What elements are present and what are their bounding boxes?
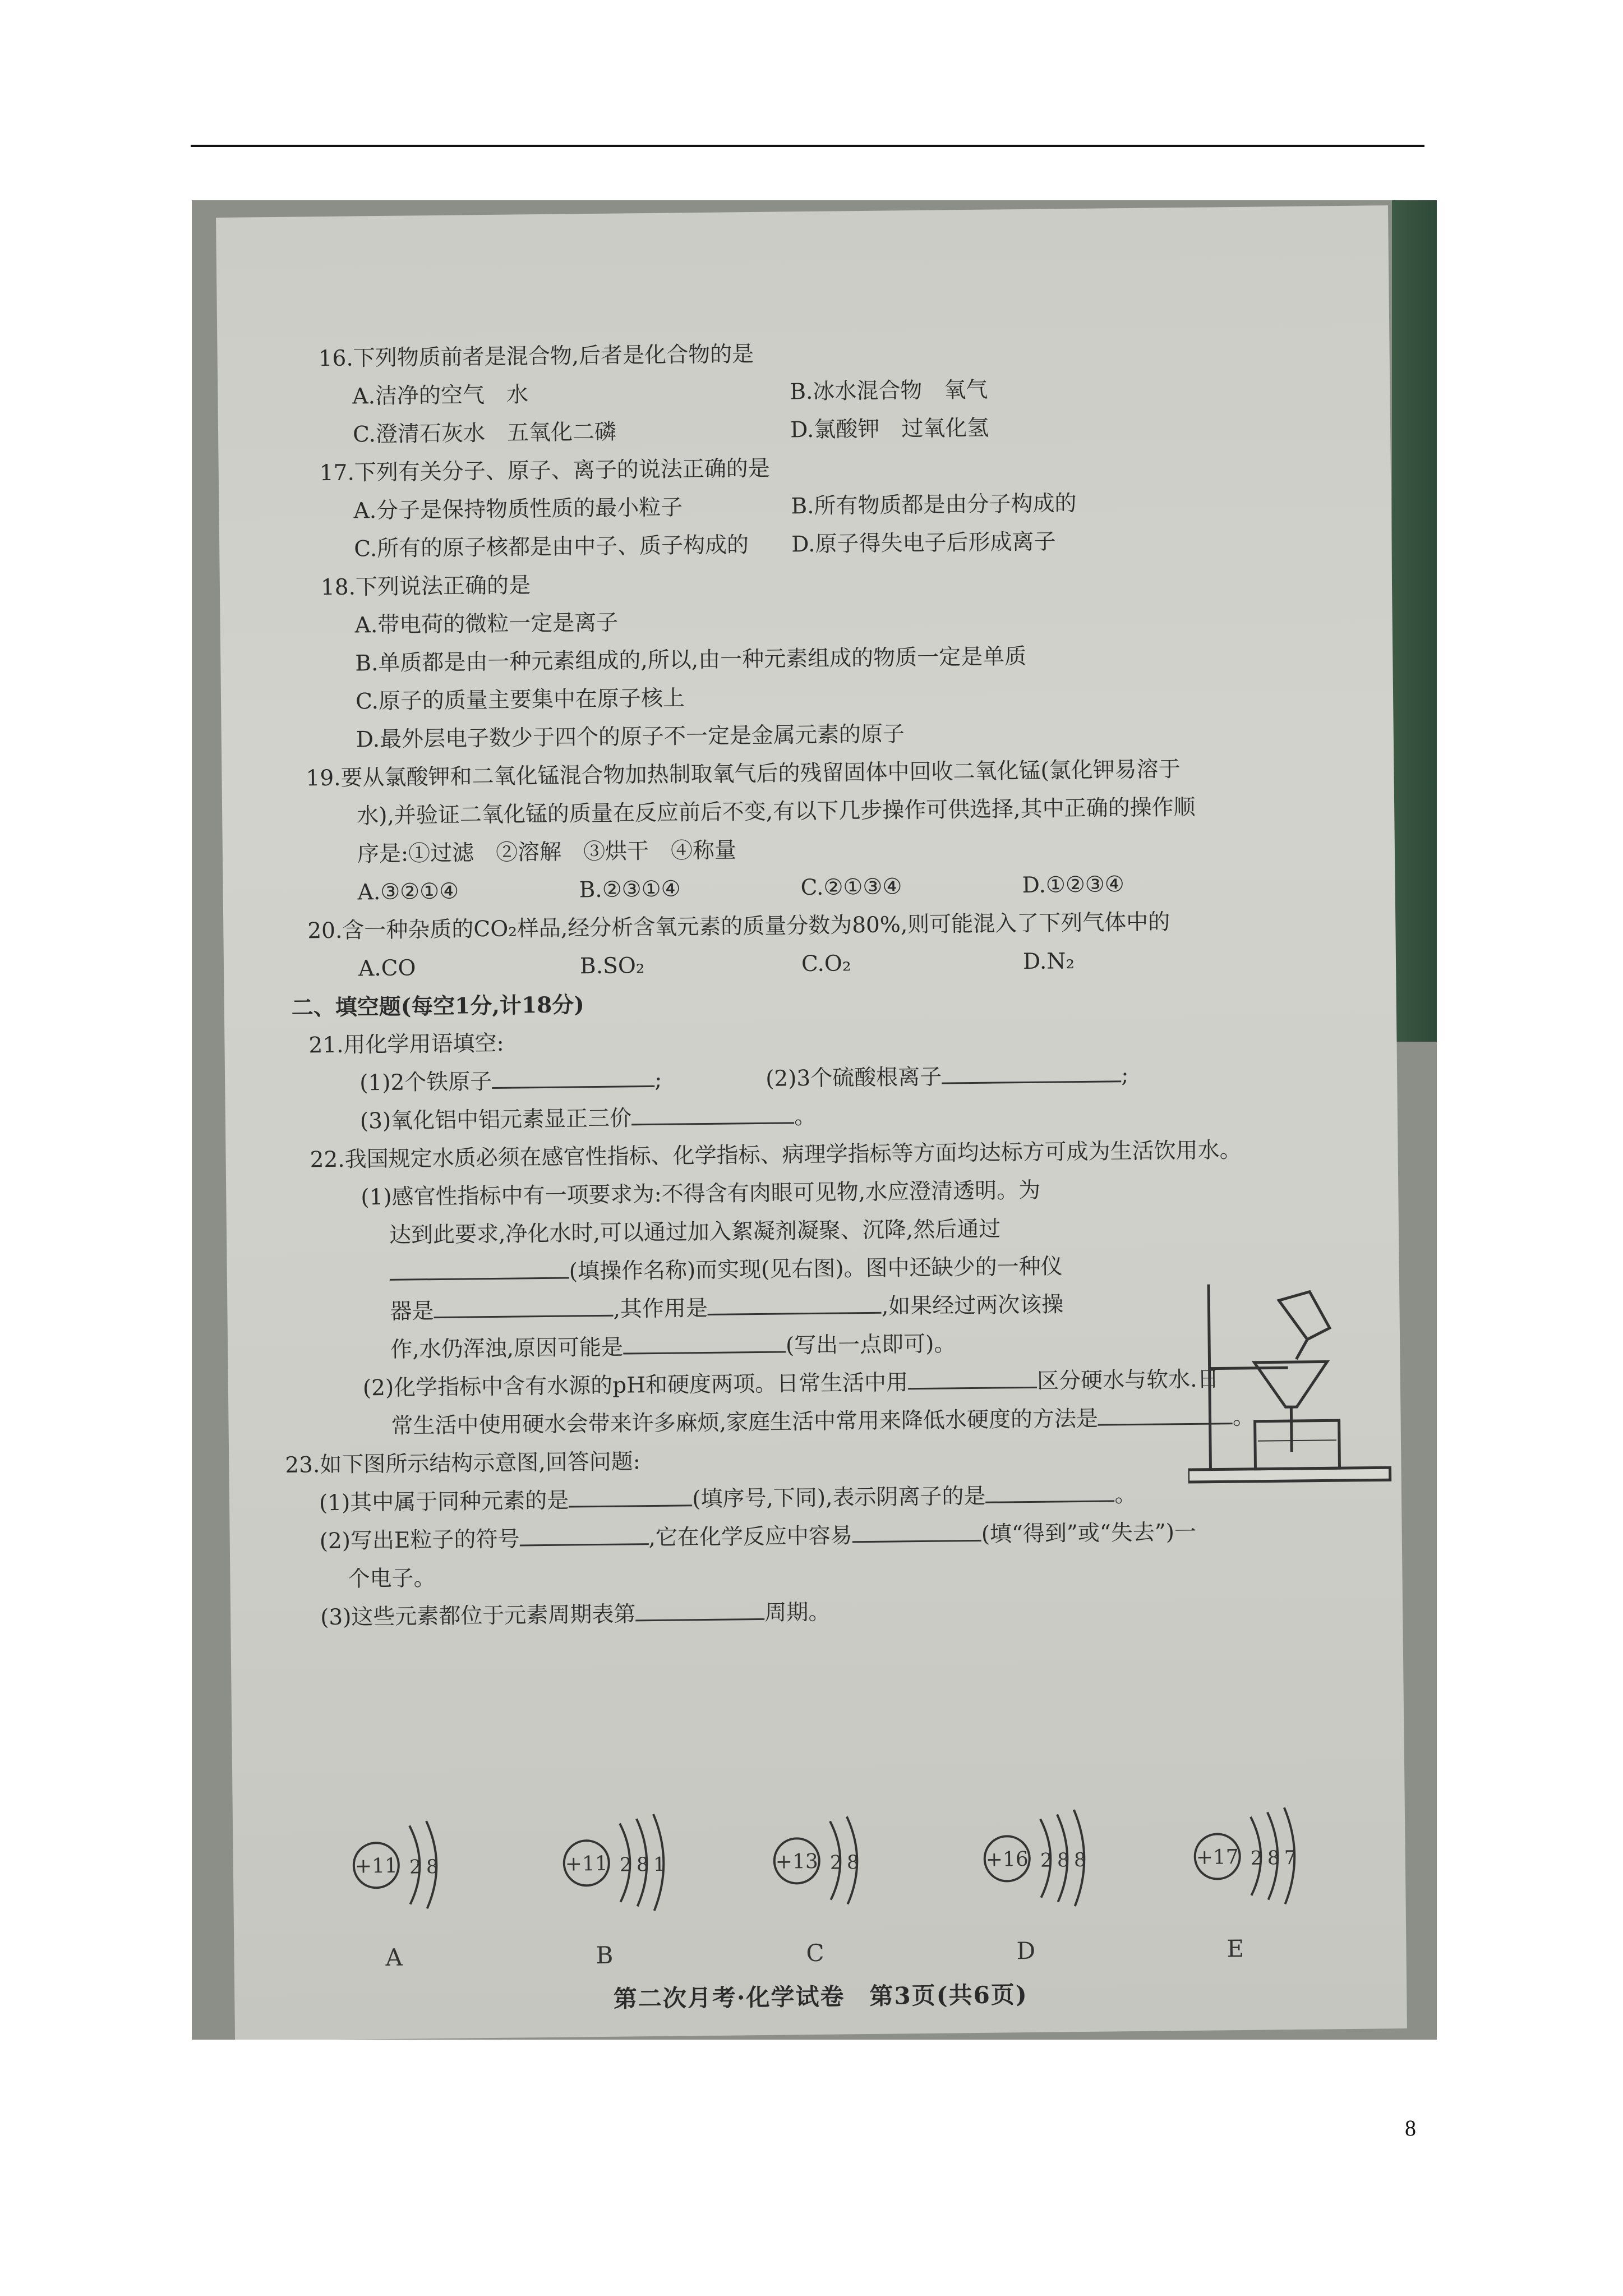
q22-blank3[interactable] xyxy=(708,1290,882,1315)
q21-sep1: ; xyxy=(654,1067,662,1093)
q22-p1-line2: 达到此要求,净化水时,可以通过加入絮凝剂凝聚、沉降,然后通过 xyxy=(389,1216,1001,1248)
q18-stem: 18.下列说法正确的是 xyxy=(320,573,531,601)
nucleus-charge: +17 xyxy=(1196,1846,1239,1869)
q19-line2: 水),并验证二氧化锰的质量在反应前后不变,有以下几步操作可供选择,其中正确的操作顺 xyxy=(356,794,1196,829)
electron-count: 1 xyxy=(653,1853,666,1876)
electron-count: 2 xyxy=(829,1851,842,1874)
q22-stem: 22.我国规定水质必须在感官性指标、化学指标、病理学指标等方面均达标方可成为生活饮用水。 xyxy=(310,1137,1242,1173)
q17-option-d: D.原子得失电子后形成离子 xyxy=(791,529,1056,558)
q22-p1-line5b: (写出一点即可)。 xyxy=(785,1331,956,1359)
page-footer: 第二次月考·化学试卷 第3页(共6页) xyxy=(613,1981,1028,2013)
electron-count: 8 xyxy=(1267,1847,1280,1870)
q21-blank1[interactable] xyxy=(492,1063,654,1089)
q23-blank2[interactable] xyxy=(985,1478,1114,1503)
q22-p2-end: 。 xyxy=(1232,1404,1255,1430)
atom-E xyxy=(1186,1794,1322,1963)
q22-p1-line5a: 作,水仍浑浊,原因可能是 xyxy=(390,1335,624,1363)
q20-option-c: C.O₂ xyxy=(801,951,851,977)
q22-blank2[interactable] xyxy=(434,1292,613,1318)
atom-label: A xyxy=(385,1943,403,1972)
q23-part2d: 个电子。 xyxy=(348,1566,436,1592)
q16-option-b: B.冰水混合物 氧气 xyxy=(790,377,988,405)
q21-sep3: 。 xyxy=(794,1103,817,1130)
electron-count: 2 xyxy=(619,1853,632,1876)
q16-option-c: C.澄清石灰水 五氧化二磷 xyxy=(352,419,617,448)
q22-blank4[interactable] xyxy=(623,1329,786,1355)
q23-part1-end: 。 xyxy=(1114,1481,1137,1508)
q20-option-b: B.SO₂ xyxy=(579,953,645,979)
nucleus-charge: +16 xyxy=(985,1848,1029,1871)
q23-part2a: (2)写出E粒子的符号 xyxy=(319,1526,520,1554)
q23-blank4[interactable] xyxy=(852,1517,981,1543)
q16-stem: 16.下列物质前者是混合物,后者是化合物的是 xyxy=(318,342,754,372)
q22-p1-line4c: ,如果经过两次该操 xyxy=(881,1292,1064,1319)
q18-option-b: B.单质都是由一种元素组成的,所以,由一种元素组成的物质一定是单质 xyxy=(355,643,1027,677)
q19-option-b: B.②③①④ xyxy=(579,876,681,903)
q17-option-b: B.所有物质都是由分子构成的 xyxy=(791,490,1077,519)
q23-part3a: (3)这些元素都位于元素周期表第 xyxy=(320,1602,636,1631)
q20-option-d: D.N₂ xyxy=(1022,949,1075,975)
q21-blank3[interactable] xyxy=(631,1099,794,1125)
q21-part3: (3)氧化铝中铝元素显正三价 xyxy=(359,1106,632,1134)
electron-count: 8 xyxy=(846,1851,859,1874)
q17-option-c: C.所有的原子核都是由中子、质子构成的 xyxy=(354,532,749,562)
q16-option-d: D.氯酸钾 过氧化氢 xyxy=(790,415,989,443)
electron-count: 2 xyxy=(1250,1847,1263,1870)
header-rule xyxy=(191,145,1424,147)
q23-blank5[interactable] xyxy=(635,1596,764,1621)
page-number: 8 xyxy=(1405,2115,1416,2141)
q23-part2c: (填“得到”或“失去”)一 xyxy=(981,1519,1197,1547)
atom-B xyxy=(555,1800,691,1970)
q23-part3b: 周期。 xyxy=(764,1599,831,1626)
electron-count: 2 xyxy=(1040,1849,1053,1872)
electron-count: 2 xyxy=(409,1856,422,1879)
q18-option-d: D.最外层电子数少于四个的原子不一定是金属元素的原子 xyxy=(356,721,905,753)
q20-option-a: A.CO xyxy=(358,955,416,982)
electron-count: 8 xyxy=(1057,1849,1069,1872)
electron-count: 8 xyxy=(636,1853,649,1876)
atom-A xyxy=(345,1802,481,1972)
q22-p2-line1b: 区分硬水与软水.日 xyxy=(1036,1366,1219,1394)
q22-p2-line2: 常生活中使用硬水会带来许多麻烦,家庭生活中常用来降低水硬度的方法是 xyxy=(391,1406,1099,1439)
electron-count: 7 xyxy=(1284,1847,1297,1870)
electron-count: 8 xyxy=(1073,1848,1086,1872)
exam-photo xyxy=(192,200,1437,2040)
q19-option-a: A.③②①④ xyxy=(357,878,459,905)
q21-part1: (1)2个铁原子 xyxy=(359,1069,492,1096)
atom-label: D xyxy=(1016,1936,1036,1965)
q23-part1a: (1)其中属于同种元素的是 xyxy=(319,1488,569,1516)
q17-option-a: A.分子是保持物质性质的最小粒子 xyxy=(353,495,683,524)
q21-sep2: ; xyxy=(1121,1062,1129,1088)
q23-blank3[interactable] xyxy=(519,1521,648,1546)
q22-p1-line1: (1)感官性指标中有一项要求为:不得含有肉眼可见物,水应澄清透明。为 xyxy=(361,1177,1041,1211)
q19-line1: 19.要从氯酸钾和二氧化锰混合物加热制取氧气后的残留固体中回收二氧化锰(氯化钾易溶于 xyxy=(306,757,1181,792)
electron-count: 8 xyxy=(426,1856,439,1879)
nucleus-charge: +11 xyxy=(354,1854,398,1878)
q22-blank5[interactable] xyxy=(908,1364,1037,1389)
atom-structure-diagrams xyxy=(345,1793,1384,1994)
q16-option-a: A.洁净的空气 水 xyxy=(352,382,529,409)
nucleus-charge: +11 xyxy=(565,1852,608,1876)
q23-part1b: (填序号,下同),表示阴离子的是 xyxy=(692,1483,986,1512)
atom-label: E xyxy=(1227,1935,1244,1963)
q23-stem: 23.如下图所示结构示意图,回答问题: xyxy=(285,1449,641,1478)
atom-C xyxy=(766,1798,902,1967)
q21-part2: (2)3个硫酸根离子 xyxy=(765,1064,942,1092)
q22-blank1[interactable] xyxy=(389,1255,569,1281)
atom-label: C xyxy=(806,1939,824,1967)
q23-part2b: ,它在化学反应中容易 xyxy=(648,1523,853,1551)
q19-option-d: D.①②③④ xyxy=(1022,872,1124,899)
q22-p1-line4a: 器是 xyxy=(390,1299,434,1324)
nucleus-charge: +13 xyxy=(775,1849,818,1874)
q18-option-a: A.带电荷的微粒一定是离子 xyxy=(354,610,619,638)
q22-p1-line3: (填操作名称)而实现(见右图)。图中还缺少的一种仪 xyxy=(569,1254,1063,1285)
atom-label: B xyxy=(596,1941,614,1970)
q19-line3: 序是:①过滤 ②溶解 ③烘干 ④称量 xyxy=(357,838,737,867)
q19-option-c: C.②①③④ xyxy=(800,874,902,901)
q22-p1-line4b: ,其作用是 xyxy=(613,1295,708,1322)
exam-paper xyxy=(216,205,1407,2040)
q21-blank2[interactable] xyxy=(942,1058,1121,1084)
q20-stem: 20.含一种杂质的CO₂样品,经分析含氧元素的质量分数为80%,则可能混入了下列气体中的 xyxy=(307,909,1170,944)
q17-stem: 17.下列有关分子、原子、离子的说法正确的是 xyxy=(319,455,771,486)
section-title: 二、填空题(每空1分,计18分) xyxy=(291,992,584,1021)
q21-stem: 21.用化学用语填空: xyxy=(308,1030,504,1059)
q23-blank1[interactable] xyxy=(569,1482,692,1507)
atom-D xyxy=(976,1796,1112,1965)
filtration-apparatus-diagram xyxy=(1186,1271,1396,1487)
q22-p2-line1a: (2)化学指标中含有水源的pH和硬度两项。日常生活中用 xyxy=(362,1370,909,1401)
q18-option-c: C.原子的质量主要集中在原子核上 xyxy=(355,685,685,715)
